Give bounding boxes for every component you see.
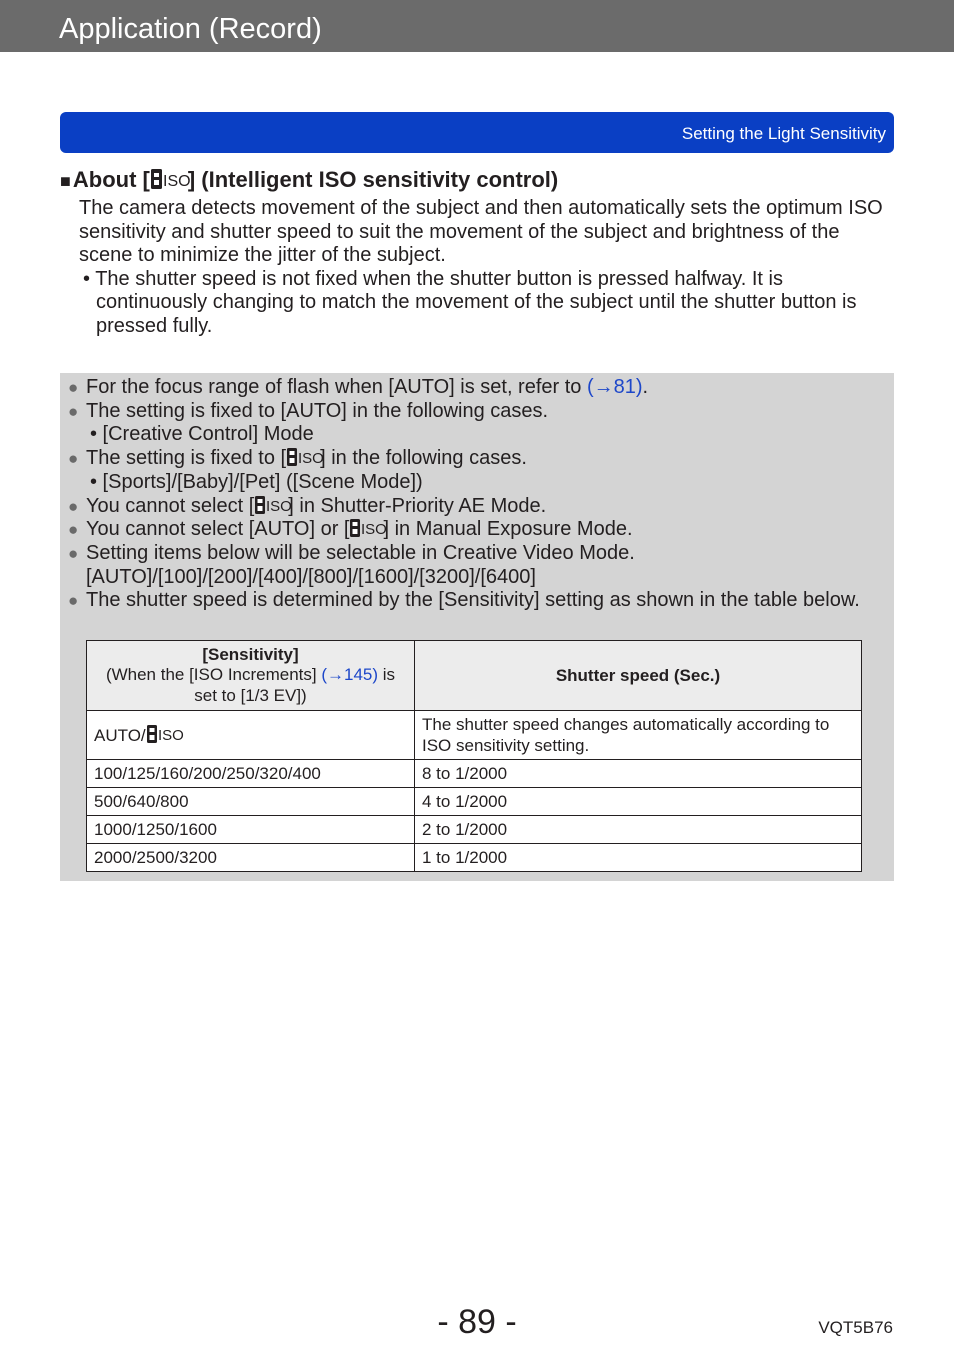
note-subitem: • [Creative Control] Mode xyxy=(90,423,314,446)
bullet-icon: ● xyxy=(68,591,79,611)
svg-text:ISO: ISO xyxy=(298,450,324,468)
intelligent-iso-icon xyxy=(349,518,388,539)
heading-square-icon: ■ xyxy=(60,171,71,191)
note-item xyxy=(68,518,868,542)
table-row xyxy=(87,816,862,844)
bullet-icon: ● xyxy=(68,449,79,469)
table-cell-sensitivity: 100/125/160/200/250/320/400 xyxy=(87,760,415,788)
note-item xyxy=(68,589,868,613)
table-cell-shutter: 1 to 1/2000 xyxy=(415,844,862,872)
note-text: . xyxy=(642,376,649,398)
table-header-row xyxy=(87,641,862,711)
page-number: - 89 - xyxy=(437,1303,517,1341)
section-bar xyxy=(60,112,894,153)
header-note: (When the [ISO Increments] xyxy=(105,665,322,685)
note-text: You cannot select [AUTO] or [ xyxy=(86,518,350,541)
table-cell-sensitivity: 2000/2500/3200 xyxy=(87,844,415,872)
intelligent-iso-icon xyxy=(254,495,293,515)
table-cell-shutter: 2 to 1/2000 xyxy=(415,816,862,844)
note-text: ] in Shutter-Priority AE Mode. xyxy=(288,494,547,517)
table-cell-shutter: 4 to 1/2000 xyxy=(415,788,862,816)
table-cell-shutter: The shutter speed changes automatically according to ISO sensitivity setting. xyxy=(415,711,862,760)
note-text: The setting is fixed to [AUTO] in the following cases. xyxy=(86,399,549,422)
svg-text:ISO: ISO xyxy=(162,173,191,190)
section-label: Setting the Light Sensitivity xyxy=(681,124,886,143)
intro-bullet: • The shutter speed is not fixed when the shutter button is pressed halfway. It is continuously changing to match the movement of the subject until the shutter button is pressed fully. xyxy=(83,267,857,337)
note-text: The setting is fixed to [ xyxy=(86,447,287,470)
notes-list xyxy=(68,376,868,613)
note-text: The shutter speed is determined by the [Sensitivity] setting as shown in the table below. xyxy=(86,589,860,612)
table-cell-sensitivity: 1000/1250/1600 xyxy=(87,816,415,844)
heading-prefix: About [ xyxy=(72,167,150,192)
sensitivity-table xyxy=(86,640,862,872)
table-cell-sensitivity: 500/640/800 xyxy=(87,788,415,816)
svg-text:ISO: ISO xyxy=(266,497,293,515)
intro-text xyxy=(79,197,894,339)
note-subitem: • [Sports]/[Baby]/[Pet] ([Scene Mode]) xyxy=(90,470,423,493)
bullet-icon: ● xyxy=(68,496,79,516)
note-item xyxy=(68,376,868,400)
table-row xyxy=(87,711,862,760)
heading-suffix: ] (Intelligent ISO sensitivity control) xyxy=(187,167,559,192)
page-header-title: Application (Record) xyxy=(59,13,322,45)
note-subitem: [AUTO]/[100]/[200]/[400]/[800]/[1600]/[3200]/[6400] xyxy=(86,565,536,588)
svg-text:ISO: ISO xyxy=(361,521,388,539)
note-text: ] in the following cases. xyxy=(320,447,527,470)
table-row xyxy=(87,760,862,788)
table-header-sensitivity xyxy=(87,641,415,711)
cell-text: AUTO/ xyxy=(94,726,146,745)
table-header-shutter-speed: Shutter speed (Sec.) xyxy=(415,641,862,711)
page-link-145[interactable]: (→145) xyxy=(321,665,379,685)
section-heading xyxy=(60,166,558,195)
note-item xyxy=(68,447,868,494)
header-bar xyxy=(0,0,954,52)
bullet-icon: ● xyxy=(68,401,79,421)
table-row xyxy=(87,844,862,872)
note-text: ] in Manual Exposure Mode. xyxy=(383,518,633,541)
note-text: You cannot select [ xyxy=(86,494,255,517)
bullet-icon: ● xyxy=(68,520,79,540)
header-note: is set to [1/3 EV]) xyxy=(194,665,396,705)
header-title: [Sensitivity] xyxy=(202,644,299,664)
table-cell-sensitivity xyxy=(87,711,415,760)
model-code: VQT5B76 xyxy=(818,1318,893,1337)
note-item xyxy=(68,542,868,589)
svg-text:ISO: ISO xyxy=(157,727,184,744)
note-text: Setting items below will be selectable in Creative Video Mode. xyxy=(86,541,635,564)
intelligent-iso-icon xyxy=(146,724,184,744)
intelligent-iso-icon xyxy=(150,168,191,190)
intro-paragraph: The camera detects movement of the subject and then automatically sets the optimum ISO sensitivity and shutter speed to suit the movement of the subject and brightness of the scene to minimize the jitter of the subject. xyxy=(79,197,883,267)
bullet-icon: ● xyxy=(68,543,79,563)
bullet-icon: ● xyxy=(68,378,79,397)
page-link-81[interactable]: (→81) xyxy=(586,376,643,398)
intelligent-iso-icon xyxy=(286,447,324,468)
table-row xyxy=(87,788,862,816)
note-item xyxy=(68,495,868,519)
note-text: For the focus range of flash when [AUTO] is set, refer to xyxy=(86,376,587,398)
table-cell-shutter: 8 to 1/2000 xyxy=(415,760,862,788)
note-item xyxy=(68,400,868,447)
